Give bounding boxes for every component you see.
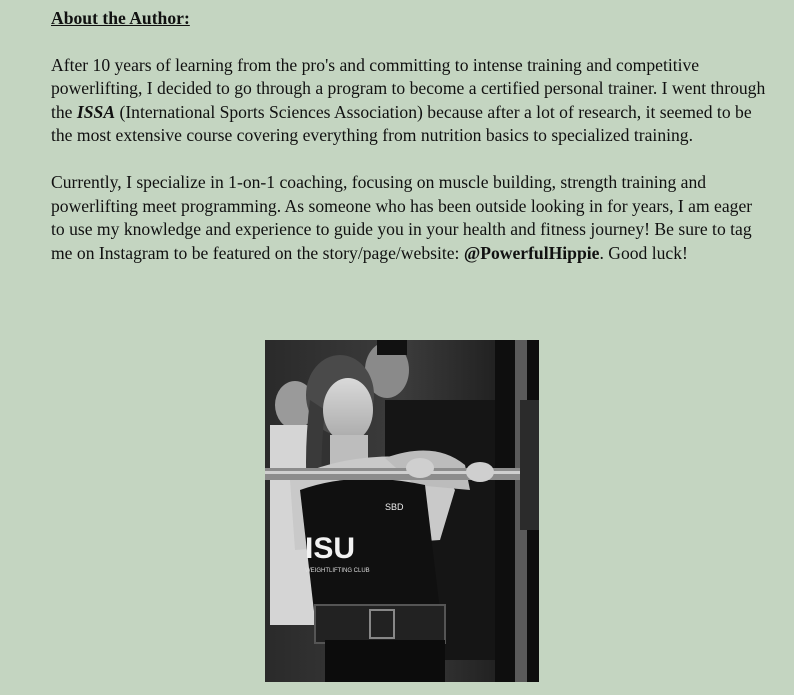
paragraph-coaching-text: Currently, I specialize in 1-on-1 coaching, focusing on muscle building, strength training and powerlifting meet programming. As someone who has been outside looking in for years, I am eager to use my knowledge and experience to guide you in your health and fitness journey! Be sure to tag me on Instagram to be featured on the story/page/website: [51, 172, 753, 263]
singlet-subtext: WEIGHTLIFTING CLUB [305, 568, 370, 574]
section-heading: About the Author: [51, 8, 190, 28]
paragraph-coaching-end: . Good luck! [599, 242, 688, 263]
author-photo-illustration [265, 340, 539, 682]
issa-emphasis: ISSA [76, 101, 116, 122]
paragraph-coaching [51, 171, 766, 265]
sbd-logo: SBD [385, 502, 404, 512]
paragraph-background-text-end: (International Sports Sciences Association) because after a lot of research, it seemed to be the most extensive course covering everything from nutrition basics to specialized training. [51, 101, 752, 145]
about-author-section [51, 7, 766, 289]
author-photo [265, 340, 539, 682]
paragraph-background [51, 54, 766, 148]
singlet-logo: ISU [305, 532, 356, 565]
paragraph-background-text: After 10 years of learning from the pro's and committing to intense training and competitive powerlifting, I decided to go through a program to become a certified personal trainer. I went through the [51, 54, 766, 122]
instagram-handle: @PowerfulHippie [463, 242, 600, 263]
